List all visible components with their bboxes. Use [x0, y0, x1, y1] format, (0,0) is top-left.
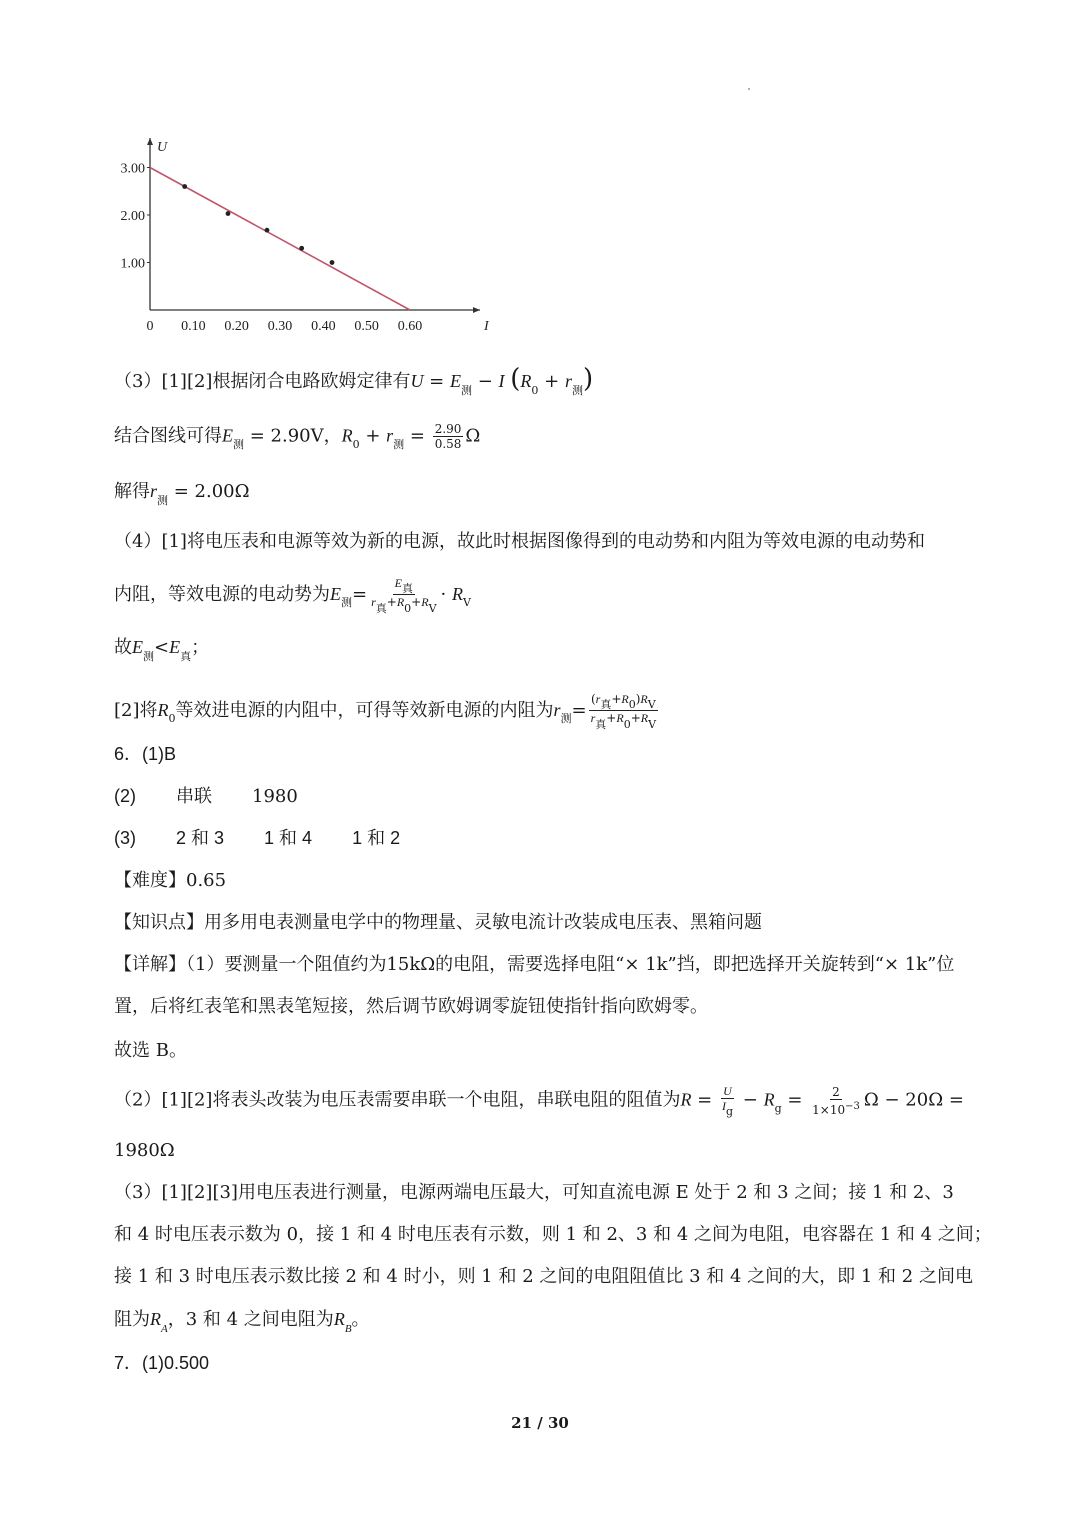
detail-line-1: 【详解】（1）要测量一个阻值约为15kΩ的电阻，需要选择电阻“× 1k”挡，即把选择开关旋转到“× 1k”位	[114, 954, 955, 975]
detail9-prefix: 阻为	[114, 1309, 150, 1330]
l4-prefix: 结合图线可得	[114, 425, 222, 447]
x-tick-label: 0.10	[181, 319, 206, 334]
detail-line-5: 1980Ω	[114, 1140, 175, 1161]
q6-3-label: (3)	[114, 828, 136, 848]
detail-line-6: （3）[1][2][3]用电压表进行测量，电源两端电压最大，可知直流电源 E 处于 2 和 3 之间；接 1 和 2、3	[114, 1182, 954, 1203]
x-tick-label: 0.20	[224, 319, 249, 334]
l4-value: = 2.90V，	[249, 425, 342, 447]
detail-line-4: （2）[1][2]将表头改装为电压表需要串联一个电阻，串联电阻的阻值为R = $\frac{U}{I_g}$ − $R_g$ = $\frac{2}{1\times 10^{-3}}$ Ω − 20Ω =	[114, 1084, 964, 1119]
l5-value: = 2.00Ω	[173, 481, 250, 502]
q6-2-label: (2)	[114, 786, 136, 806]
fit-line	[150, 168, 410, 311]
y-tick-label: 1.00	[120, 256, 145, 272]
detail-line-2: 置，后将红表笔和黑表笔短接，然后调节欧姆调零旋钮使指针指向欧姆零。	[114, 996, 708, 1017]
resistance-fraction: $\frac{(r_真+R_0)R_V}{r_真+R_0+R_V}$	[590, 692, 657, 731]
x-tick-label: 0.30	[267, 319, 293, 334]
q6-2-answer-a: 串联	[176, 786, 212, 807]
data-point	[182, 184, 187, 189]
solution-line-9: [2]将$R_0$等效进电源的内阻中，可得等效新电源的内阻为$r_测=$ $\frac{(r_真+R_0)R_V}{r_真+R_0+R_V}$	[114, 692, 657, 731]
q6-3-answer-c: 1 和 2	[352, 828, 401, 848]
y-axis-label: U	[157, 140, 168, 155]
solution-line-8: 故$E_测<E_真$；	[114, 637, 210, 663]
x-tick-label: 0.50	[354, 319, 379, 334]
data-point	[226, 211, 231, 216]
detail9-mid: ，3 和 4 之间电阻为	[167, 1309, 334, 1330]
solution-line-7: 内阻，等效电源的电动势为$E_测=$ $\frac{E_真}{r_真+R_0+R_V}$ · $R_V$	[114, 576, 471, 615]
difficulty: 【难度】0.65	[114, 870, 227, 891]
knowledge-points: 【知识点】用多用电表测量电学中的物理量、灵敏电流计改装成电压表、黑箱问题	[114, 912, 762, 933]
l9-prefix: [2]将	[114, 699, 158, 721]
y-axis-arrow	[147, 138, 153, 145]
q6-3-answer-a: 2 和 3	[176, 828, 225, 848]
fraction-290-058: $\frac{2.90}{0.58}$	[434, 422, 462, 451]
x-axis-label: I	[484, 319, 489, 334]
x-tick-label: 0	[146, 319, 154, 334]
q6-3-answer-b: 1 和 4	[264, 828, 313, 848]
y-tick-label: 3.00	[120, 161, 145, 177]
detail-line-7: 和 4 时电压表示数为 0，接 1 和 4 时电压表有示数，则 1 和 2、3 和 4 之间为电阻，电容器在 1 和 4 之间；	[114, 1224, 992, 1245]
l9-mid: 等效进电源的内阻中，可得等效新电源的内阻为	[175, 699, 554, 721]
u-over-ig: $\frac{U}{I_g}$	[721, 1084, 734, 1119]
y-tick-label: 2.00	[120, 209, 145, 224]
detail-line-9: 阻为$R_A$，3 和 4 之间电阻为$R_B$。	[114, 1309, 370, 1335]
q6-2-answer-b: 1980	[252, 786, 298, 807]
l8-prefix: 故	[114, 637, 132, 658]
emf-fraction: $\frac{E_真}{r_真+R_0+R_V}$	[371, 576, 437, 615]
solution-line-3: （3）[1][2]根据闭合电路欧姆定律有$U = E_测 - I$ $(R_0 + r_测)$	[114, 364, 594, 397]
solution-line-5: 解得$r_测 = 2.00\Omega$	[114, 481, 250, 507]
detail4-prefix: （2）[1][2]将表头改装为电压表需要串联一个电阻，串联电阻的阻值为	[114, 1089, 681, 1111]
x-tick-label: 0.60	[397, 319, 423, 334]
detail4-tail: Ω − 20Ω =	[863, 1089, 964, 1111]
q6-part1: 6．(1)B	[114, 744, 177, 764]
solution-line-6: （4）[1]将电压表和电源等效为新的电源，故此时根据图像得到的电动势和内阻为等效电源的电动势和	[114, 531, 925, 552]
l3-prefix: （3）[1][2]根据闭合电路欧姆定律有	[114, 371, 411, 392]
l5-prefix: 解得	[114, 481, 150, 502]
x-axis-arrow	[473, 307, 480, 313]
two-over-ig: $\frac{2}{1\times 10^{-3}}$	[812, 1084, 860, 1117]
detail9-suffix: 。	[351, 1309, 370, 1330]
q6-part2	[114, 783, 298, 810]
u-i-graph	[100, 132, 520, 342]
solution-line-4: 结合图线可得$E_测 = 2.90V$，$R_0 + r_测$ = $\frac{2.90}{0.58}$ Ω	[114, 422, 481, 452]
data-point	[330, 260, 335, 265]
q6-part3	[114, 825, 400, 851]
detail-line-3: 故选 B。	[114, 1040, 187, 1061]
detail-line-8: 接 1 和 3 时电压表示数比接 2 和 4 时小，则 1 和 2 之间的电阻阻值比 3 和 4 之间的大，即 1 和 2 之间电	[114, 1266, 973, 1287]
l8-suffix: ；	[191, 637, 210, 658]
l7-prefix: 内阻，等效电源的电动势为	[114, 583, 330, 605]
data-point	[265, 228, 270, 233]
x-tick-label: 0.40	[311, 319, 336, 334]
scan-dot	[748, 88, 750, 90]
page-number: 21 / 30	[511, 1414, 569, 1432]
q7-part1: 7．(1)0.500	[114, 1353, 210, 1373]
data-point	[299, 246, 304, 251]
